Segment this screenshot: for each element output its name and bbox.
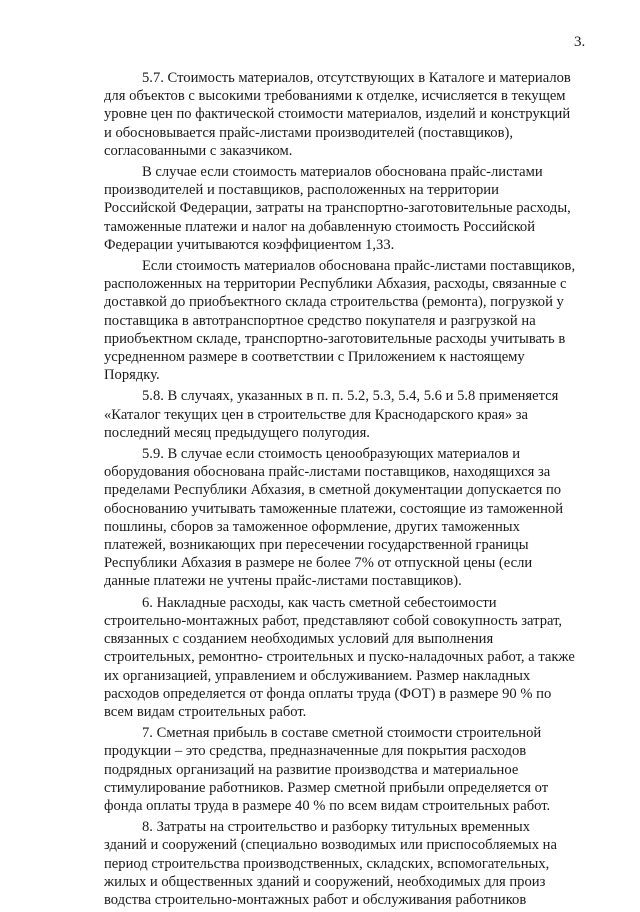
paragraph-5-7-russian-suppliers: В случае если стоимость материалов обоснована прайс-листами производителей и поставщиков, расположенных на территории Российской Федерации, затраты на транспортно-заготовительные расходы, таможенные платежи и налог на добавленную стоимость Российской Федерации учитываются коэффициентом 1,33. [104, 164, 571, 253]
paragraph-5-7-abkhazia-suppliers: Если стоимость материалов обоснована прайс-листами поставщиков, расположенных на территории Республики Абхазия, расходы, связанные с доставкой до приобъектного склада строительства (ремонта), погрузкой у поставщика в автотранспортное средство покупателя и разгрузкой на приобъектном складе, транспортно-заготовительные расходы учитывать в усредненном размере в соответствии с Приложением к настоящему Порядку. [104, 258, 576, 384]
paragraph-5-7: 5.7. Стоимость материалов, отсутствующих в Каталоге и материалов для объектов с высокими требованиями к отделке, исчисляется в текущем уровне цен по фактической стоимости материалов, изделий и конструкций и обосновывается прайс-листами производителей (поставщиков), согласованными с заказчиком. [104, 70, 571, 159]
paragraph-5-8: 5.8. В случаях, указанных в п. п. 5.2, 5.3, 5.4, 5.6 и 5.8 применяется «Каталог текущих цен в строительстве для Краснодарского края» за последний месяц предыдущего полугодия. [104, 388, 559, 441]
paragraph-8: 8. Затраты на строительство и разборку титульных временных зданий и сооружений (специально возводимых или приспособляемых на период строительства производственных, складских, вспомогательных, жилых и общественных зданий и сооружений, необходимых для произ водства строительно-монтажных работ и обслуживания работников [104, 819, 557, 908]
paragraph-6: 6. Накладные расходы, как часть сметной себестоимости строительно-монтажных работ, представляют собой совокупность затрат, связанных с созданием необходимых условий для выполнения строительных, ремонтно- строительных и пуско-наладочных работ, а также их организацией, управлением и обслуживанием. Размер накладных расходов определяется от фонда оплаты труда (ФОТ) в размере 90 % по всем видам строительных работ. [104, 594, 575, 720]
page-number: 3. [574, 34, 586, 50]
document-body [104, 69, 596, 912]
paragraph-7: 7. Сметная прибыль в составе сметной стоимости строительной продукции – это средства, предназначенные для покрытия расходов подрядных организаций на развитие производства и материальное стимулирование работников. Размер сметной прибыли определяется от фонда оплаты труда в размере 40 % по всем видам строительных работ. [104, 725, 551, 814]
paragraph-5-9: 5.9. В случае если стоимость ценообразующих материалов и оборудования обоснована прайс-листами поставщиков, находящихся за пределами Республики Абхазия, в сметной документации допускается по обоснованию учитывать таможенные платежи, состоящие из таможенной пошлины, сборов за таможенное оформление, других таможенных платежей, возникающих при пересечении государственной границы Республики Абхазия в размере не более 7% от отпускной цены (если данные платежи не учтены прайс-листами поставщиков). [104, 446, 564, 590]
